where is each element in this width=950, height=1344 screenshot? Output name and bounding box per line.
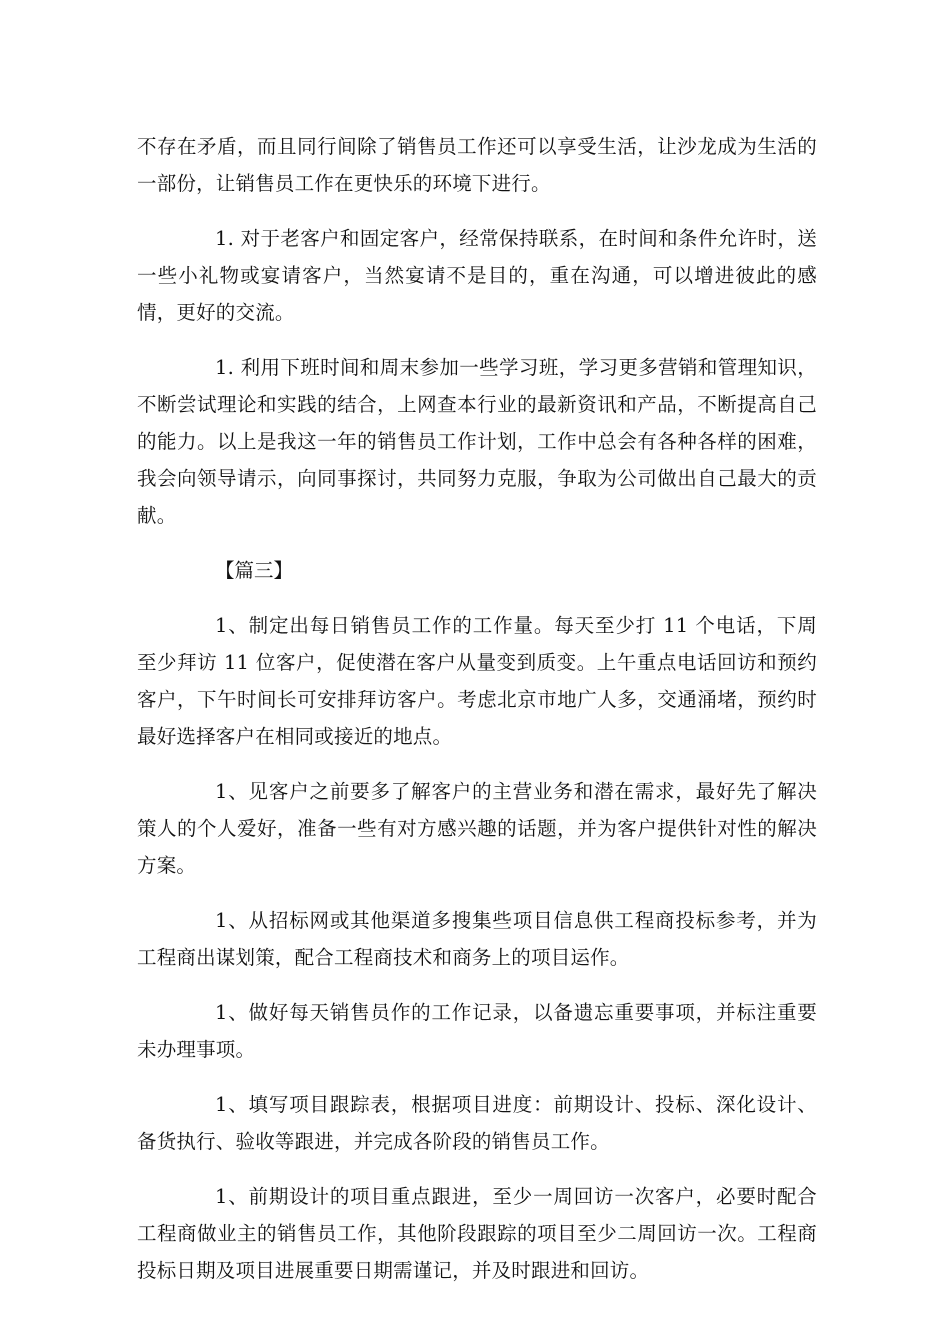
paragraph-continuation: 不存在矛盾，而且同行间除了销售员工作还可以享受生活，让沙龙成为生活的一部份，让销售员工作在更快乐的环境下进行。 — [137, 135, 817, 195]
section-paragraph-workload: 1、制定出每日销售员工作的工作量。每天至少打 11 个电话，下周至少拜访 11 位客户，促使潜在客户从量变到质变。上午重点电话回访和预约客户，下午时间长可安排拜访客户。考虑北京市地广人多，交通涌堵，预约时最好选择客户在相同或接近的地点。 — [137, 614, 817, 748]
section-paragraph-follow-up: 1、前期设计的项目重点跟进，至少一周回访一次客户，必要时配合工程商做业主的销售员工作，其他阶段跟踪的项目至少二周回访一次。工程商投标日期及项目进展重要日期需谨记，并及时跟进和回访。 — [137, 1185, 817, 1282]
document-body — [137, 128, 817, 1307]
section-paragraph-tracking-table: 1、填写项目跟踪表，根据项目进度：前期设计、投标、深化设计、备货执行、验收等跟进，并完成各阶段的销售员工作。 — [137, 1093, 817, 1153]
paragraph-study: 1. 利用下班时间和周末参加一些学习班，学习更多营销和管理知识，不断尝试理论和实践的结合，上网查本行业的最新资讯和产品，不断提高自己的能力。以上是我这一年的销售员工作计划，工作中总会有各种各样的困难，我会向领导请示，向同事探讨，共同努力克服，争取为公司做出自己最大的贡献。 — [137, 356, 817, 527]
paragraph-old-clients: 1. 对于老客户和固定客户，经常保持联系，在时间和条件允许时，送一些小礼物或宴请客户，当然宴请不是目的，重在沟通，可以增进彼此的感情，更好的交流。 — [137, 227, 817, 324]
section-paragraph-bid-info: 1、从招标网或其他渠道多搜集些项目信息供工程商投标参考，并为工程商出谋划策，配合工程商技术和商务上的项目运作。 — [137, 909, 817, 969]
section-paragraph-client-research: 1、见客户之前要多了解客户的主营业务和潜在需求，最好先了解决策人的个人爱好，准备一些有对方感兴趣的话题，并为客户提供针对性的解决方案。 — [137, 780, 817, 877]
section-paragraph-work-record: 1、做好每天销售员作的工作记录，以备遗忘重要事项，并标注重要未办理事项。 — [137, 1001, 817, 1061]
section-heading: 【篇三】 — [215, 559, 294, 582]
